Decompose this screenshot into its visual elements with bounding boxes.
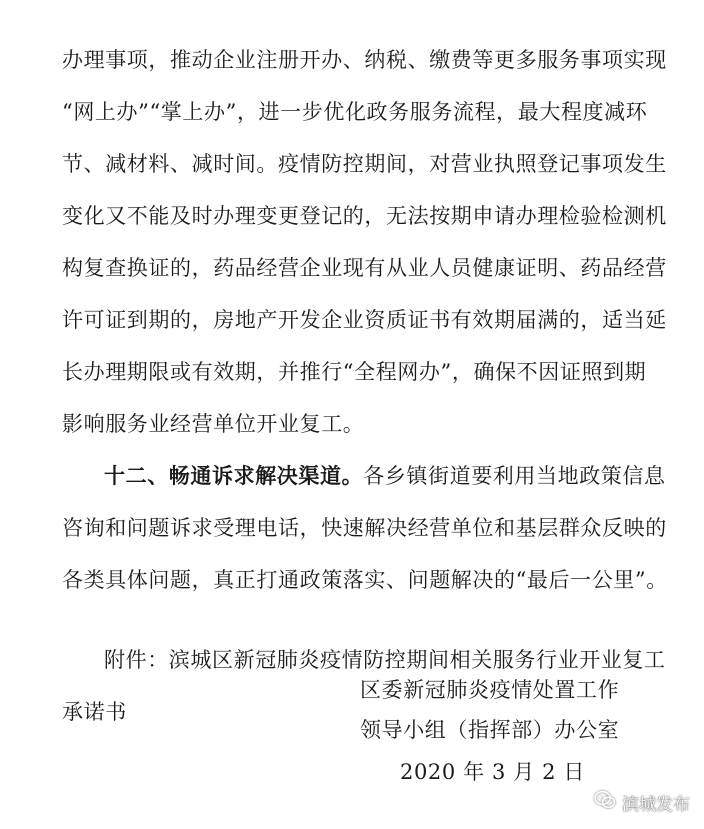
section-text: 各乡镇街道要利用当地政策信息 <box>363 464 666 488</box>
source-watermark <box>594 790 690 815</box>
paragraph-line: 长办理期限或有效期，并推行“全程网办”，确保不因证照到期 <box>62 360 647 384</box>
paragraph-line: “网上办”“掌上办”，进一步优化政务服务流程，最大程度减环 <box>62 100 648 124</box>
paragraph-line: 办理事项，推动企业注册开办、纳税、缴费等更多服务事项实现 <box>62 48 667 72</box>
paragraph-line: 构复查换证的，药品经营企业现有从业人员健康证明、药品经营 <box>62 256 667 280</box>
attachment-line: 承诺书 <box>62 700 127 724</box>
signature-date: 2020 年 3 月 2 日 <box>400 760 585 784</box>
signature-org-line-2: 领导小组（指挥部）办公室 <box>360 718 620 742</box>
section-12-first-line <box>104 462 704 490</box>
section-heading: 十二、畅通诉求解决渠道。 <box>104 463 364 488</box>
attachment-line: 附件：滨城区新冠肺炎疫情防控期间相关服务行业开业复工 <box>104 648 666 672</box>
paragraph-line: 咨询和问题诉求受理电话，快速解决经营单位和基层群众反映的 <box>62 516 667 540</box>
paragraph-line: 影响服务业经营单位开业复工。 <box>62 412 365 436</box>
wechat-icon <box>594 790 616 815</box>
paragraph-line: 各类具体问题，真正打通政策落实、问题解决的“最后一公里”。 <box>62 568 668 592</box>
signature-org-line-1-visible: 区委新冠肺炎疫情处置工作 <box>360 678 620 702</box>
paragraph-line: 许可证到期的，房地产开发企业资质证书有效期届满的，适当延 <box>62 308 667 332</box>
paragraph-line: 节、减材料、减时间。疫情防控期间，对营业执照登记事项发生 <box>62 152 667 176</box>
watermark-label: 滨城发布 <box>622 795 690 815</box>
paragraph-line: 变化又不能及时办理变更登记的，无法按期申请办理检验检测机 <box>62 204 667 228</box>
